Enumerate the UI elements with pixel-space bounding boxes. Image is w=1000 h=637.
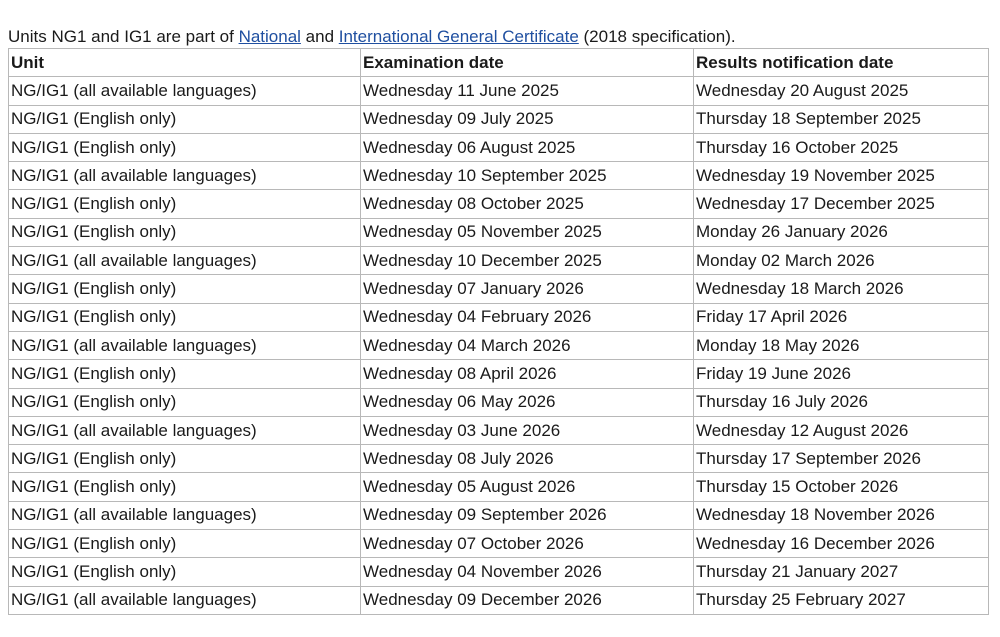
- exam-date-cell: Wednesday 08 October 2025: [361, 190, 694, 218]
- results-date-cell: Thursday 21 January 2027: [694, 558, 989, 586]
- table-row: [9, 105, 989, 133]
- table-row: [9, 501, 989, 529]
- results-date-cell: Wednesday 18 November 2026: [694, 501, 989, 529]
- table-row: [9, 530, 989, 558]
- unit-cell: NG/IG1 (English only): [9, 473, 361, 501]
- table-row: [9, 416, 989, 444]
- results-date-cell: Thursday 15 October 2026: [694, 473, 989, 501]
- unit-cell: NG/IG1 (English only): [9, 190, 361, 218]
- results-date-cell: Wednesday 18 March 2026: [694, 275, 989, 303]
- exam-date-cell: Wednesday 11 June 2025: [361, 77, 694, 105]
- exam-date-cell: Wednesday 08 April 2026: [361, 360, 694, 388]
- table-row: [9, 190, 989, 218]
- exam-date-cell: Wednesday 04 February 2026: [361, 303, 694, 331]
- intro-suffix: (2018 specification).: [578, 27, 736, 46]
- exam-date-cell: Wednesday 08 July 2026: [361, 445, 694, 473]
- results-date-cell: Wednesday 17 December 2025: [694, 190, 989, 218]
- table-row: [9, 331, 989, 359]
- results-date-cell: Thursday 17 September 2026: [694, 445, 989, 473]
- exam-date-cell: Wednesday 10 September 2025: [361, 162, 694, 190]
- unit-cell: NG/IG1 (English only): [9, 530, 361, 558]
- unit-cell: NG/IG1 (English only): [9, 558, 361, 586]
- header-row: [9, 49, 989, 77]
- table-row: [9, 77, 989, 105]
- results-date-cell: Wednesday 12 August 2026: [694, 416, 989, 444]
- unit-cell: NG/IG1 (all available languages): [9, 247, 361, 275]
- header-results-notification-date: Results notification date: [694, 49, 989, 77]
- unit-cell: NG/IG1 (English only): [9, 303, 361, 331]
- unit-cell: NG/IG1 (all available languages): [9, 331, 361, 359]
- table-row: [9, 586, 989, 614]
- unit-cell: NG/IG1 (English only): [9, 388, 361, 416]
- unit-cell: NG/IG1 (English only): [9, 133, 361, 161]
- exam-date-cell: Wednesday 05 August 2026: [361, 473, 694, 501]
- unit-cell: NG/IG1 (English only): [9, 360, 361, 388]
- unit-cell: NG/IG1 (all available languages): [9, 77, 361, 105]
- results-date-cell: Wednesday 20 August 2025: [694, 77, 989, 105]
- header-unit: Unit: [9, 49, 361, 77]
- intro-paragraph: [8, 26, 736, 48]
- results-date-cell: Thursday 25 February 2027: [694, 586, 989, 614]
- exam-date-cell: Wednesday 04 November 2026: [361, 558, 694, 586]
- unit-cell: NG/IG1 (all available languages): [9, 586, 361, 614]
- header-examination-date: Examination date: [361, 49, 694, 77]
- national-link[interactable]: National: [238, 27, 301, 46]
- exam-dates-table: [8, 48, 989, 615]
- exam-date-cell: Wednesday 06 August 2025: [361, 133, 694, 161]
- table-row: [9, 360, 989, 388]
- unit-cell: NG/IG1 (English only): [9, 275, 361, 303]
- exam-date-cell: Wednesday 04 March 2026: [361, 331, 694, 359]
- exam-date-cell: Wednesday 10 December 2025: [361, 247, 694, 275]
- unit-cell: NG/IG1 (all available languages): [9, 501, 361, 529]
- exam-date-cell: Wednesday 09 December 2026: [361, 586, 694, 614]
- exam-date-cell: Wednesday 07 October 2026: [361, 530, 694, 558]
- unit-cell: NG/IG1 (English only): [9, 445, 361, 473]
- results-date-cell: Monday 02 March 2026: [694, 247, 989, 275]
- results-date-cell: Friday 19 June 2026: [694, 360, 989, 388]
- exam-date-cell: Wednesday 05 November 2025: [361, 218, 694, 246]
- table-row: [9, 162, 989, 190]
- results-date-cell: Thursday 18 September 2025: [694, 105, 989, 133]
- results-date-cell: Thursday 16 July 2026: [694, 388, 989, 416]
- unit-cell: NG/IG1 (English only): [9, 218, 361, 246]
- results-date-cell: Thursday 16 October 2025: [694, 133, 989, 161]
- table-row: [9, 388, 989, 416]
- table-row: [9, 275, 989, 303]
- results-date-cell: Monday 26 January 2026: [694, 218, 989, 246]
- table-row: [9, 558, 989, 586]
- intro-prefix: Units NG1 and IG1 are part of: [8, 27, 239, 46]
- exam-date-cell: Wednesday 09 September 2026: [361, 501, 694, 529]
- table-row: [9, 445, 989, 473]
- table-header: [9, 49, 989, 77]
- exam-date-cell: Wednesday 03 June 2026: [361, 416, 694, 444]
- table-body: [9, 77, 989, 615]
- table-row: [9, 473, 989, 501]
- unit-cell: NG/IG1 (all available languages): [9, 162, 361, 190]
- intro-and: and: [300, 27, 339, 46]
- unit-cell: NG/IG1 (all available languages): [9, 416, 361, 444]
- results-date-cell: Monday 18 May 2026: [694, 331, 989, 359]
- table-row: [9, 218, 989, 246]
- exam-date-cell: Wednesday 09 July 2025: [361, 105, 694, 133]
- unit-cell: NG/IG1 (English only): [9, 105, 361, 133]
- table-row: [9, 303, 989, 331]
- results-date-cell: Friday 17 April 2026: [694, 303, 989, 331]
- table-row: [9, 133, 989, 161]
- results-date-cell: Wednesday 16 December 2026: [694, 530, 989, 558]
- international-general-certificate-link[interactable]: International General Certificate: [338, 27, 579, 46]
- results-date-cell: Wednesday 19 November 2025: [694, 162, 989, 190]
- table-row: [9, 247, 989, 275]
- exam-date-cell: Wednesday 07 January 2026: [361, 275, 694, 303]
- exam-date-cell: Wednesday 06 May 2026: [361, 388, 694, 416]
